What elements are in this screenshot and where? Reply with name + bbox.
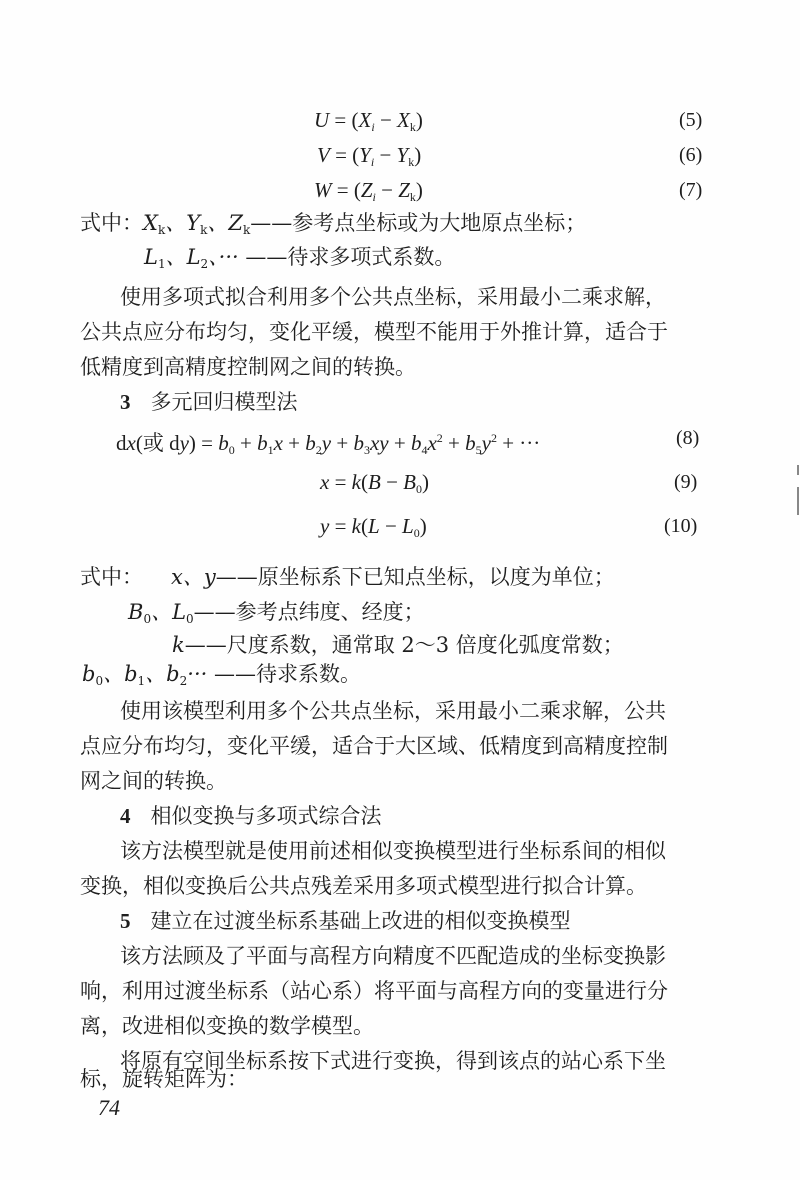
equation-5: $U = (X_i - X_k)$	[314, 108, 423, 134]
paragraph-line: 离，改进相似变换的数学模型。	[80, 1014, 374, 1038]
paragraph-line: 使用多项式拟合利用多个公共点坐标，采用最小二乘求解，	[120, 285, 666, 309]
section-heading: 4 相似变换与多项式综合法	[120, 804, 382, 828]
where-line: 式中：$X_k$、$Y_k$、$Z_k——$参考点坐标或为大地原点坐标；	[80, 211, 587, 237]
equation-label: (7)	[679, 179, 703, 201]
equation-6: $V = (Y_i - Y_k)$	[317, 143, 422, 169]
paragraph-line: 标，旋转矩阵为：	[80, 1067, 248, 1091]
paragraph-line: 变换，相似变换后公共点残差采用多项式模型进行拟合计算。	[80, 874, 647, 898]
equation-label: (5)	[679, 109, 703, 131]
section-heading: 5 建立在过渡坐标系基础上改进的相似变换模型	[120, 909, 571, 933]
paragraph-line: 点应分布均匀，变化平缓，适合于大区域、低精度到高精度控制	[80, 734, 668, 758]
equation-10: $y = k(L - L_0)$	[320, 514, 427, 540]
section-heading: 3 多元回归模型法	[120, 390, 298, 414]
scan-edge-mark	[797, 487, 799, 515]
equation-label: (6)	[679, 144, 703, 166]
paragraph-line: 响，利用过渡坐标系（站心系）将平面与高程方向的变量进行分	[80, 979, 668, 1003]
equation-label: (8)	[676, 427, 700, 449]
page-number: 74	[98, 1095, 120, 1120]
paragraph-line: 网之间的转换。	[80, 769, 227, 793]
paragraph-line: 该方法顾及了平面与高程方向精度不匹配造成的坐标变换影	[120, 944, 666, 968]
where-line: $b_0$、$b_1$、$b_2\cdot\cdot\cdot$ ——待求系数。	[82, 662, 361, 688]
paragraph-line: 该方法模型就是使用前述相似变换模型进行坐标系间的相似	[120, 839, 666, 863]
equation-7: $W = (Z_i - Z_k)$	[314, 178, 423, 204]
where-line: 式中： x、y——原坐标系下已知点坐标，以度为单位；	[80, 565, 615, 589]
where-line: $L_1$、$L_2$、··· ——待求多项式系数。	[144, 245, 456, 271]
equation-label: (9)	[674, 471, 698, 493]
paragraph-line: 使用该模型利用多个公共点坐标，采用最小二乘求解，公共	[120, 699, 666, 723]
scan-edge-mark	[797, 465, 799, 475]
equation-label: (10)	[664, 515, 698, 537]
paragraph-line: 公共点应分布均匀，变化平缓，模型不能用于外推计算，适合于	[80, 320, 668, 344]
where-line: $B_0$、$L_0——$参考点纬度、经度；	[128, 600, 425, 626]
where-line: k——尺度系数，通常取 2～3 倍度化弧度常数；	[172, 633, 624, 657]
paragraph-line: 低精度到高精度控制网之间的转换。	[80, 355, 416, 379]
equation-9: $x = k(B - B_0)$	[320, 470, 429, 496]
equation-8: dx(或 $dy) = b_0 + b_1x + b_2y + b_3xy + b_4x^2 + b_5y^2$ + ···	[116, 431, 541, 457]
paragraph-line: 将原有空间坐标系按下式进行变换，得到该点的站心系下坐	[120, 1049, 666, 1073]
